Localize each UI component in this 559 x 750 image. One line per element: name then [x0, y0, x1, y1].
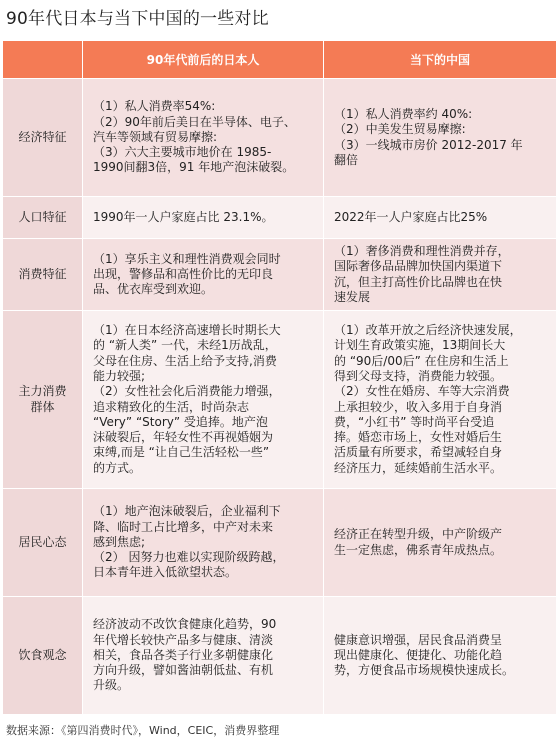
cell-text-line: 日本青年进入低欲望状态。 — [93, 565, 238, 580]
cell-text-line: 追求精致化的生活，时尚杂志 — [93, 399, 250, 414]
cell-text-line: （2）女性在婚房、车等大宗消费 — [334, 384, 510, 399]
cell-japan — [83, 239, 324, 311]
data-source-note: 数据来源：《第四消费时代》，Wind，CEIC，消费界整理 — [6, 724, 280, 737]
row-label: 消费特征 — [3, 239, 83, 311]
cell-japan — [83, 79, 324, 197]
table-row — [3, 239, 557, 311]
cell-text-line: 升级。 — [93, 678, 130, 693]
cell-text-line: （2） 因努力也难以实现阶级跨越， — [93, 550, 285, 565]
cell-text-line: 经济正在转型升级，中产阶级产 — [334, 527, 503, 542]
row-label: 主力消费 群体 — [3, 311, 83, 489]
cell-text-line: 汽车等领域有贸易摩擦: — [93, 129, 218, 144]
cell-text-line: 感到焦虑; — [93, 534, 146, 549]
cell-text-line: （3）六大主要城市地价在 1985- — [93, 145, 272, 160]
cell-text-line: 父母在住房、生活上给予支持,消费 — [93, 353, 277, 368]
cell-text-line: 活质量有所要求，希望减轻自身 — [334, 445, 503, 460]
cell-text-line: 出现，警修品和高性价比的无印良 — [93, 266, 274, 281]
cell-text-line: 能力较强; — [93, 368, 146, 383]
cell-text-line: 1990年一人户家庭占比 23.1%。 — [93, 209, 274, 224]
cell-text-line: 国际奢侈品品牌加快国内渠道下 — [334, 259, 503, 274]
table-row — [3, 197, 557, 239]
cell-text-line: 速发展 — [334, 289, 371, 304]
cell-text-line: （1）改革开放之后经济快速发展， — [334, 323, 522, 338]
cell-text-line: （2）中美发生贸易摩擦: — [334, 122, 466, 137]
cell-text-line: 翻倍 — [334, 152, 359, 167]
header-japan: 90年代前后的日本人 — [83, 41, 324, 79]
header-corner — [3, 41, 83, 79]
cell-text-line: 沫破裂后，年轻女性不再视婚姻为 — [93, 430, 274, 445]
cell-text-line: 势，方便食品市场规模快速成长。 — [334, 663, 515, 678]
cell-text-line: 计划生育政策实施，13期间长大 — [334, 338, 506, 353]
table-header-row — [3, 41, 557, 79]
row-label: 饮食观念 — [3, 597, 83, 715]
table-row — [3, 79, 557, 197]
cell-text-line: 束缚,而是 “让自己生活轻松一些” — [93, 445, 270, 460]
cell-japan — [83, 311, 324, 489]
cell-text-line: （1）享乐主义和理性消费观会同时 — [93, 251, 281, 266]
cell-text-line: 经济波动不改饮食健康化趋势，90 — [93, 617, 277, 632]
cell-text-line: （2）90年前后美日在半导体、电子、 — [93, 114, 296, 129]
cell-text-line: 上承担较少，收入多用于自身消 — [334, 399, 503, 414]
cell-text-line: 费，“小红书” 等时尚平台受追 — [334, 414, 495, 429]
cell-china — [324, 489, 557, 597]
cell-japan — [83, 197, 324, 239]
cell-text-line: （1）奢侈消费和理性消费并存， — [334, 243, 510, 258]
row-label: 居民心态 — [3, 489, 83, 597]
cell-japan — [83, 489, 324, 597]
cell-text-line: （1）私人消费率54%: — [93, 99, 216, 114]
cell-text-line: 降、临时工占比增多，中产对未来 — [93, 519, 274, 534]
cell-text-line: 相关，食品各类子行业多朝健康化 — [93, 647, 274, 662]
table-row — [3, 489, 557, 597]
cell-text-line: （1）私人消费率约 40%: — [334, 106, 473, 121]
cell-china — [324, 79, 557, 197]
cell-text-line: 1990间翻3倍，91 年地产泡沫破裂。 — [93, 160, 295, 175]
cell-text-line: （1）地产泡沫破裂后，企业福利下 — [93, 504, 281, 519]
cell-text-line: 的 “90后/00后” 在住房和生活上 — [334, 353, 509, 368]
cell-text-line: 年代增长较快产品多与健康、清淡 — [93, 632, 274, 647]
cell-text-line: （1）在日本经济高速增长时期长大 — [93, 323, 281, 338]
cell-text-line: “Very” “Story” 受追捧。地产泡 — [93, 414, 268, 429]
cell-text-line: 2022年一人户家庭占比25% — [334, 209, 488, 224]
cell-text-line: 健康意识增强，居民食品消费呈 — [334, 632, 503, 647]
cell-china — [324, 311, 557, 489]
comparison-table — [2, 40, 557, 715]
cell-text-line: 沉，但主打高性价比品牌也在快 — [334, 274, 503, 289]
cell-text-line: 品、优衣库受到欢迎。 — [93, 282, 214, 297]
cell-china — [324, 597, 557, 715]
cell-text-line: 经济压力，延续婚前生活水平。 — [334, 460, 503, 475]
cell-text-line: 得到父母支持，消费能力较强。 — [334, 368, 503, 383]
cell-text-line: 的方式。 — [93, 460, 142, 475]
row-label: 人口特征 — [3, 197, 83, 239]
row-label: 经济特征 — [3, 79, 83, 197]
table-row — [3, 597, 557, 715]
cell-text-line: （2）女性社会化后消费能力增强， — [93, 384, 281, 399]
cell-text-line: 生一定焦虑，佛系青年成热点。 — [334, 542, 503, 557]
cell-text-line: 的 “新人类” 一代，未经1历战乱， — [93, 338, 277, 353]
cell-text-line: （3）一线城市房价 2012-2017 年 — [334, 137, 523, 152]
cell-text-line: 现出健康化、便捷化、功能化趋 — [334, 647, 503, 662]
page-title: 90年代日本与当下中国的一些对比 — [6, 9, 269, 29]
table-row — [3, 311, 557, 489]
cell-text-line: 方向升级，譬如酱油朝低盐、有机 — [93, 663, 274, 678]
cell-china — [324, 239, 557, 311]
cell-china — [324, 197, 557, 239]
header-china: 当下的中国 — [324, 41, 557, 79]
cell-text-line: 捧。婚恋市场上，女性对婚后生 — [334, 430, 503, 445]
cell-japan — [83, 597, 324, 715]
